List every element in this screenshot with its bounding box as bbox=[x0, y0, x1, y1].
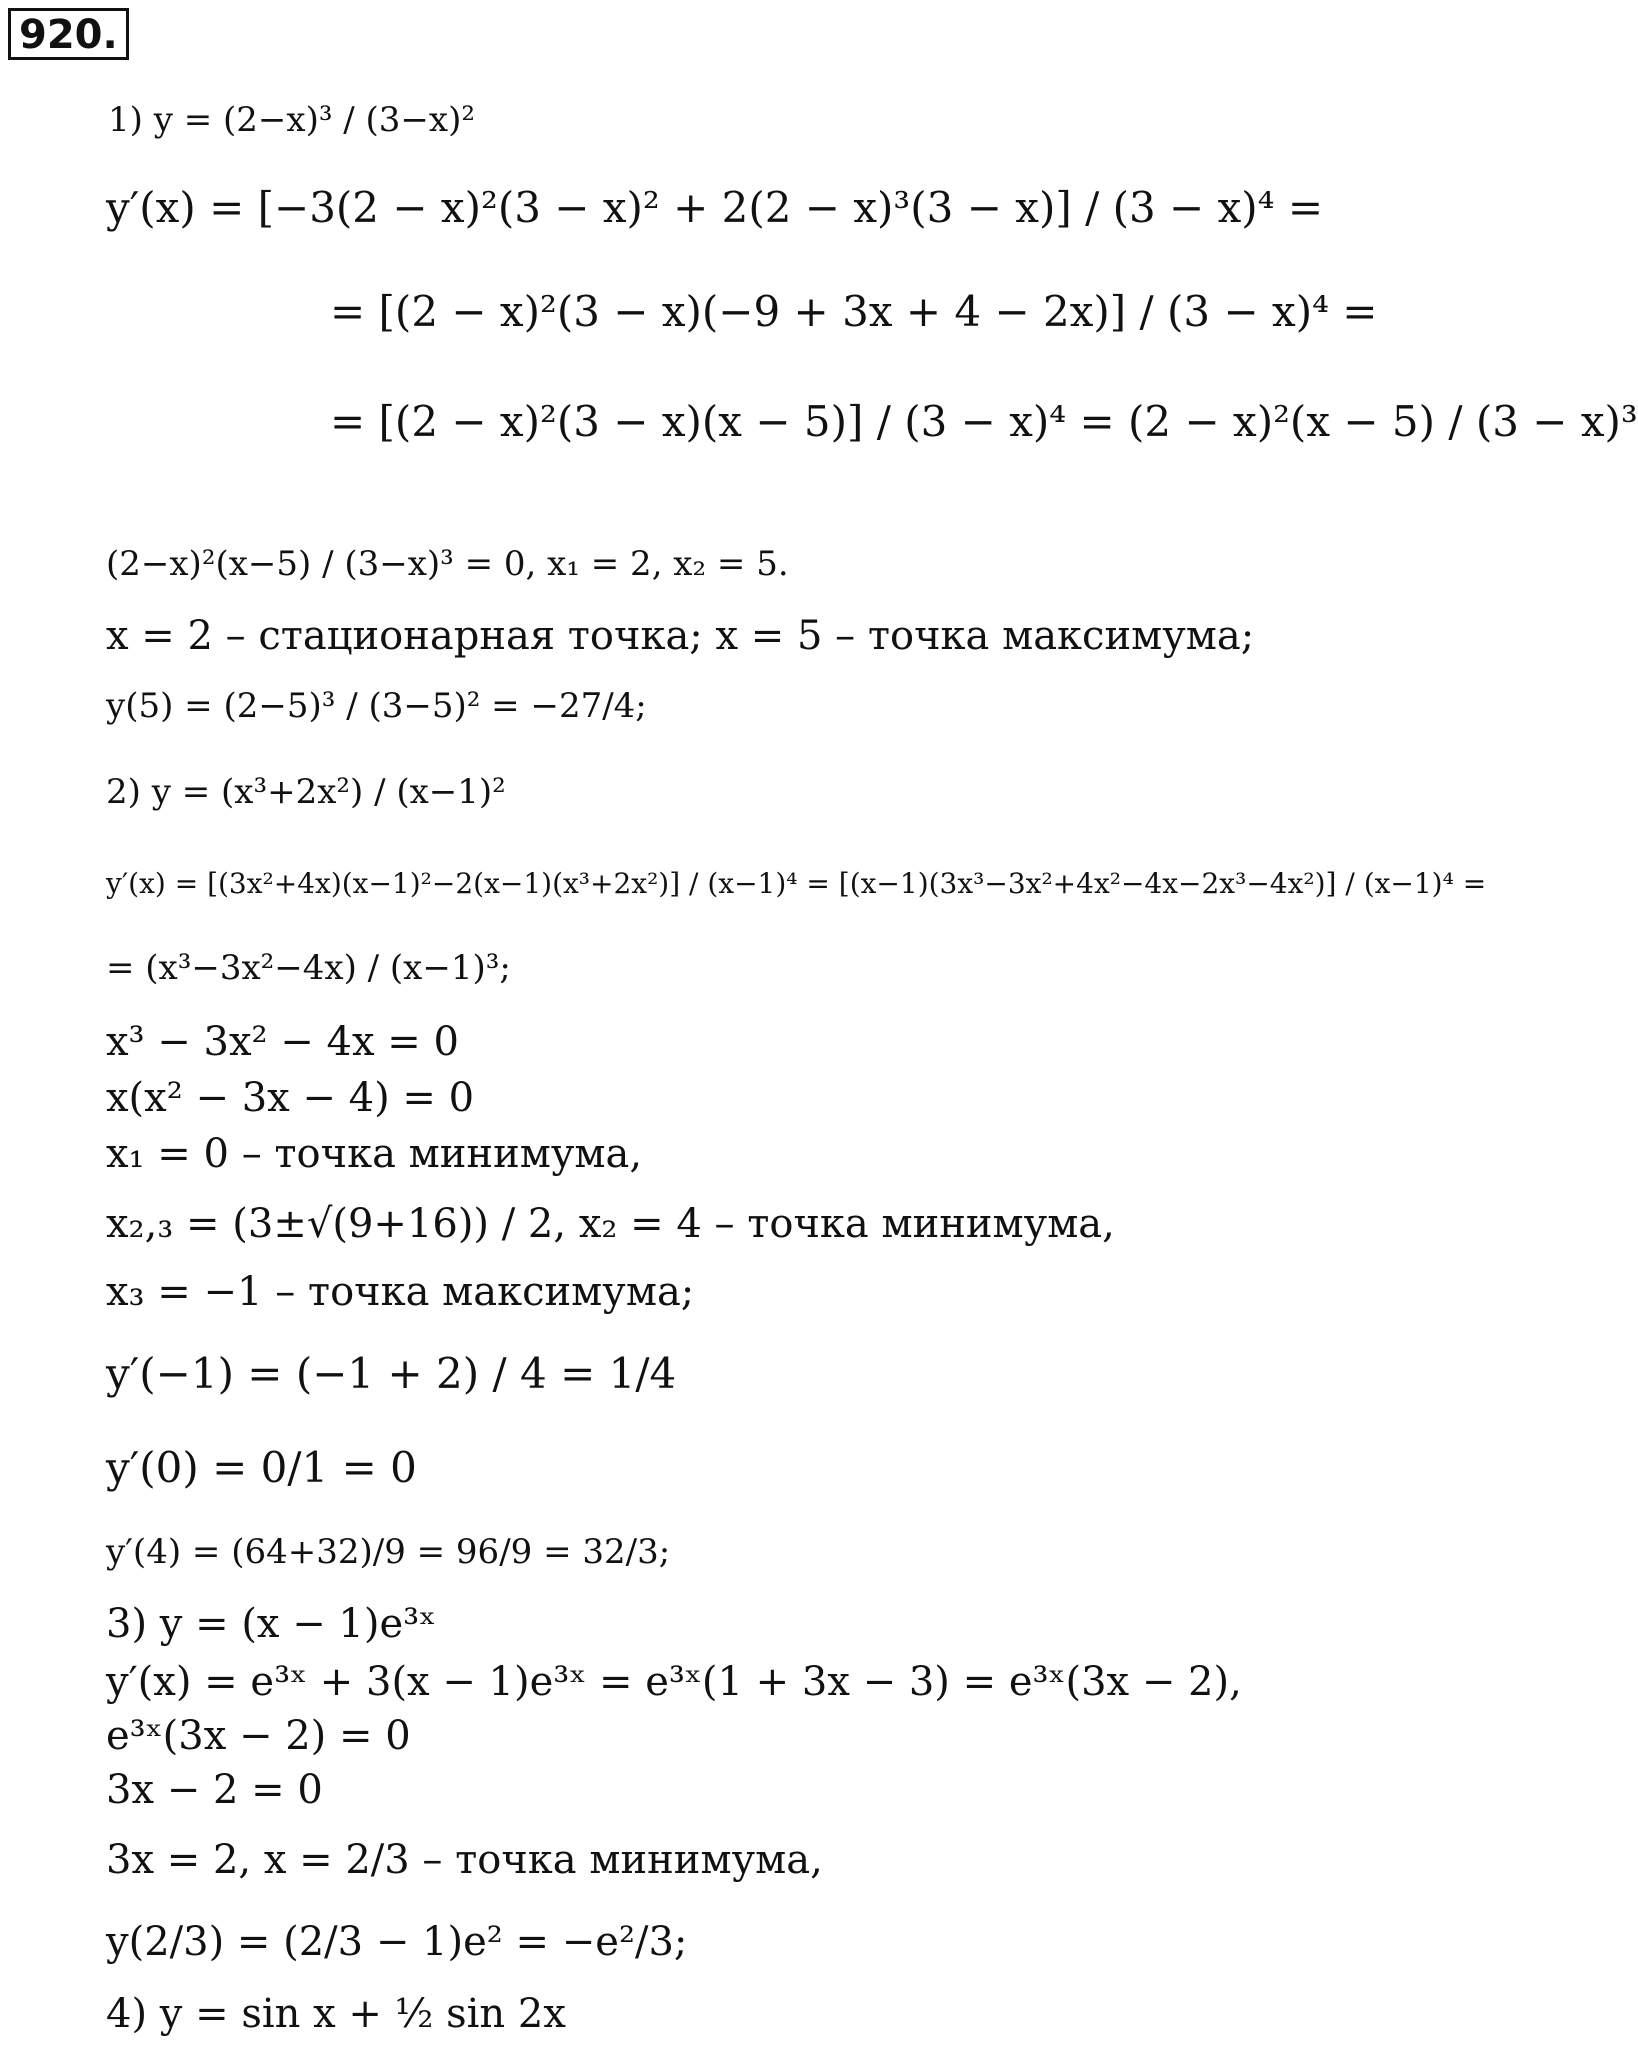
line-p1-function: 1) y = (2−x)³ / (3−x)² bbox=[108, 100, 475, 140]
line-p1-equation: (2−x)²(x−5) / (3−x)³ = 0, x₁ = 2, x₂ = 5. bbox=[106, 544, 789, 584]
line-p2-equation-1: x³ − 3x² − 4x = 0 bbox=[106, 1019, 459, 1065]
line-p3-equation-1: e³ˣ(3x − 2) = 0 bbox=[106, 1713, 411, 1759]
line-p3-equation-2: 3x − 2 = 0 bbox=[106, 1767, 323, 1813]
line-p1-value: y(5) = (2−5)³ / (3−5)² = −27/4; bbox=[106, 686, 647, 726]
problem-number: 920. bbox=[8, 8, 129, 60]
line-p3-value: y(2/3) = (2/3 − 1)e² = −e²/3; bbox=[106, 1919, 688, 1965]
line-p2-root-1: x₁ = 0 – точка минимума, bbox=[106, 1131, 643, 1177]
line-p3-function: 3) y = (x − 1)e³ˣ bbox=[106, 1601, 437, 1647]
line-p1-derivative-c: = [(2 − x)²(3 − x)(x − 5)] / (3 − x)⁴ = (2 − x)²(x − 5) / (3 − x)³ bbox=[330, 397, 1638, 446]
line-p2-equation-2: x(x² − 3x − 4) = 0 bbox=[106, 1075, 475, 1121]
line-p3-derivative: y′(x) = e³ˣ + 3(x − 1)e³ˣ = e³ˣ(1 + 3x − 3) = e³ˣ(3x − 2), bbox=[106, 1659, 1242, 1705]
line-p2-derivative-result: = (x³−3x²−4x) / (x−1)³; bbox=[106, 948, 511, 988]
line-p2-derivative: y′(x) = [(3x²+4x)(x−1)²−2(x−1)(x³+2x²)] / (x−1)⁴ = [(x−1)(3x³−3x²+4x²−4x−2x³−4x²)] / (x−1)⁴ = bbox=[106, 867, 1487, 900]
line-p2-value-0: y′(0) = 0/1 = 0 bbox=[106, 1443, 417, 1492]
line-p1-points: x = 2 – стационарная точка; x = 5 – точка максимума; bbox=[106, 613, 1255, 659]
line-p2-root-3: x₃ = −1 – точка максимума; bbox=[106, 1269, 695, 1315]
line-p1-derivative-b: = [(2 − x)²(3 − x)(−9 + 3x + 4 − 2x)] / (3 − x)⁴ = bbox=[330, 287, 1378, 336]
line-p3-solution: 3x = 2, x = 2/3 – точка минимума, bbox=[106, 1837, 823, 1883]
line-p2-function: 2) y = (x³+2x²) / (x−1)² bbox=[106, 772, 506, 812]
line-p2-roots-23: x₂,₃ = (3±√(9+16)) / 2, x₂ = 4 – точка минимума, bbox=[106, 1201, 1115, 1247]
line-p2-value-4: y′(4) = (64+32)/9 = 96/9 = 32/3; bbox=[106, 1532, 671, 1572]
line-p4-function: 4) y = sin x + ½ sin 2x bbox=[106, 1991, 566, 2037]
line-p2-value-minus1: y′(−1) = (−1 + 2) / 4 = 1/4 bbox=[106, 1349, 677, 1398]
line-p1-derivative-a: y′(x) = [−3(2 − x)²(3 − x)² + 2(2 − x)³(3 − x)] / (3 − x)⁴ = bbox=[106, 183, 1324, 232]
